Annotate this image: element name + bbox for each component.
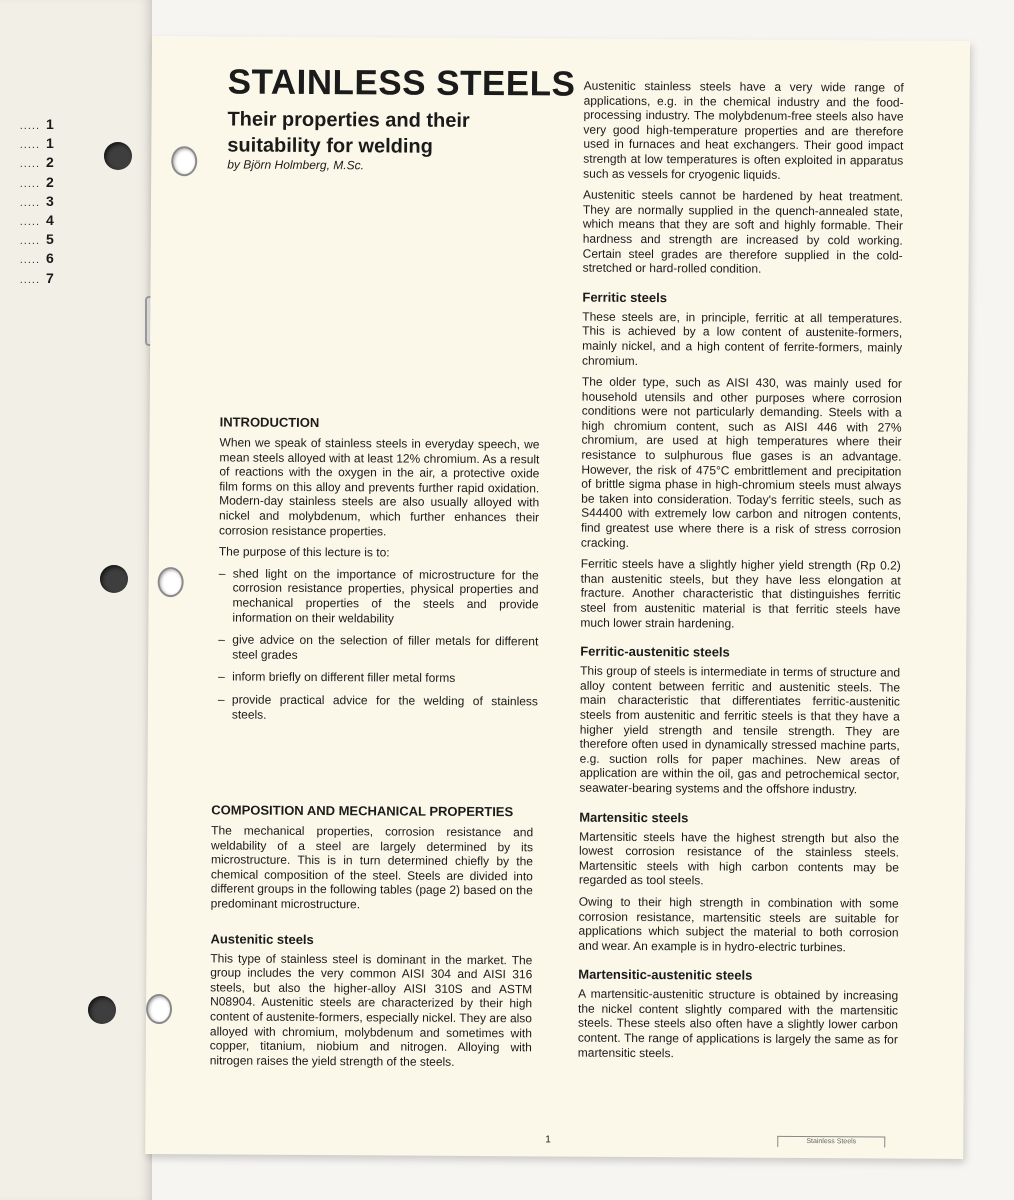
punch-hole [146, 994, 172, 1024]
toc-row: ..... 3 [0, 193, 60, 212]
punch-hole [88, 996, 116, 1024]
subsection-heading: Austenitic steels [210, 930, 314, 947]
subsection-heading: Ferritic steels [582, 289, 668, 305]
paragraph: These steels are, in principle, ferritic at all temperatures. This is achieved by a low content of austenite-formers, mainly nickel, and a high content of ferrite-formers, mainly chromium. [581, 309, 903, 368]
paragraph: The purpose of this lecture is to: [218, 544, 390, 560]
paragraph: When we speak of stainless steels in everyday speech, we mean steels alloyed with at least 12% chromium. As a result of reactions with the oxygen in the air, a protective oxide film forms on this alloy and prevents further rapid oxidation. Modern-day stainless steels are also usually alloyed with nickel and molybdenum, which further enhances their corrosion resistance properties. [218, 435, 540, 539]
subsection-heading: Martensitic steels [579, 809, 689, 825]
section-heading: INTRODUCTION [219, 414, 320, 431]
punch-hole [104, 142, 132, 170]
paragraph: The older type, such as AISI 430, was mainly used for household utensils and other purposes where corrosion conditions were not particularly demanding. Steels with a high chromium content, such as AISI 446 with 27% chromium, are used at high temperatures where their resistance to sulphurous flue gases is an advantage. However, the risk of 475°C embrittlement and precipitation of brittle sigma phase in high-chromium steels must always be taken into consideration. Today's ferritic steels, such as S44400 with extremely low carbon and nitrogen contents, find greatest use where there is a risk of stress corrosion cracking. [580, 374, 902, 550]
right-column [578, 79, 904, 1069]
list-item: – give advice on the selection of filler metals for different steel grades [218, 633, 538, 664]
paragraph: Austenitic stainless steels have a very wide range of applications, e.g. in the chemical industry and the food-processing industry. The molybdenum-free steels also have very good high-temperature properties and are therefore used in furnaces and heat exchangers. Their good impact strength at low temperatures is often exploited in apparatus such as vessels for cryogenic liquids. [583, 78, 904, 182]
paragraph: This group of steels is intermediate in terms of structure and alloy content between ferritic and austenitic steels. The main characteristic that differentiates ferritic-austenitic steels from austenitic and ferritic steels is that they have a higher yield strength and tensile strength. They are therefore often used in dynamically stressed machine parts, e.g. suction rolls for paper machines. New areas of application are within the oil, gas and petrochemical sector, seawater-bearing systems and the offshore industry. [579, 663, 901, 797]
toc-page-number: 6 [46, 250, 54, 267]
toc-page-number: 1 [46, 116, 54, 132]
paragraph: Austenitic steels cannot be hardened by heat treatment. They are normally supplied in the quench-annealed state, which means that they are soft and highly formable. Their hardness and strength are increased by cold working. Certain steel grades are therefore supplied in the cold-stretched or hard-rolled condition. [582, 187, 904, 276]
punch-hole [158, 567, 184, 597]
paragraph: Martensitic steels have the highest strength but also the lowest corrosion resistance of the stainless steels. Martensitic steels with high carbon contents may be regarded as tool steels. [578, 829, 900, 888]
previous-page [0, 0, 152, 1200]
toc-page-number: 4 [46, 211, 54, 228]
toc-row: ..... 4 [0, 212, 60, 231]
subsection-heading: Ferritic-austenitic steels [580, 643, 730, 660]
table-of-contents-fragment [0, 116, 60, 289]
paragraph: Owing to their high strength in combination with some corrosion resistance, martensitic steels are suitable for applications which subject the material to both corrosion and wear. An example is in hydro-electric turbines. [578, 894, 899, 954]
page-number: 1 [545, 1134, 551, 1146]
toc-row: ..... 2 [0, 154, 60, 173]
footer-tab: Stainless Steels [777, 1136, 885, 1148]
toc-row: ..... 6 [0, 250, 60, 269]
punch-hole [100, 565, 128, 593]
toc-page-number: 3 [46, 192, 54, 209]
introduction-section [218, 414, 540, 731]
author-byline: by Björn Holmberg, M.Sc. [227, 157, 364, 173]
list-item: – provide practical advice for the welding of stainless steels. [218, 692, 538, 723]
document-subtitle: Their properties and their suitability for welding [227, 108, 470, 158]
toc-row: ..... 5 [0, 231, 60, 250]
bullet-list [218, 566, 539, 723]
list-item: – shed light on the importance of microstructure for the corrosion resistance properties, physical properties and mechanical properties of the steels and provide information on their weldability [218, 566, 538, 626]
toc-row: ..... 7 [0, 270, 60, 289]
punch-hole [171, 146, 197, 176]
document-page [145, 36, 970, 1159]
paragraph: A martensitic-austenitic structure is obtained by increasing the nickel content slightly compared with the martensitic steels. These steels also often have a slightly lower carbon content. The range of applications is largely the same as for martensitic steels. [577, 986, 899, 1060]
section-heading: COMPOSITION AND MECHANICAL PROPERTIES [211, 802, 514, 820]
toc-page-number: 5 [46, 231, 54, 248]
composition-section [210, 802, 534, 1076]
toc-page-number: 1 [46, 135, 54, 152]
toc-page-number: 2 [46, 173, 54, 190]
paragraph: Ferritic steels have a slightly higher yield strength (Rp 0.2) than austenitic steels, but they have less elongation at fracture. Another characteristic that distinguishes ferritic steel from austenitic material is that ferritic steels have much lower strain hardening. [580, 556, 901, 631]
document-title: STAINLESS STEELS [227, 62, 576, 104]
toc-row: ..... 1 [0, 135, 60, 154]
list-item: – inform briefly on different filler metal forms [218, 670, 538, 687]
paragraph: The mechanical properties, corrosion resistance and weldability of a steel are largely determined by its microstructure. This is in turn determined chiefly by the chemical composition of the steel. Steels are divided into different groups in the following tables (page 2) based on the predominant microstructure. [210, 823, 534, 912]
toc-page-number: 7 [46, 269, 54, 286]
paragraph: This type of stainless steel is dominant in the market. The group includes the very common AISI 304 and AISI 316 steels, but also the higher-alloy AISI 310S and ASTM N08904. Austenitic steels are characterized by their high content of austenite-formers, especially nickel. They are also alloyed with chromium, molybdenum and sometimes with copper, titanium, niobium and nitrogen. Alloying with nitrogen raises the yield strength of the steels. [209, 950, 533, 1069]
toc-row: ..... 2 [0, 174, 60, 193]
toc-page-number: 2 [46, 154, 54, 171]
toc-row: ..... 1 [0, 116, 60, 135]
subsection-heading: Martensitic-austenitic steels [578, 966, 753, 983]
